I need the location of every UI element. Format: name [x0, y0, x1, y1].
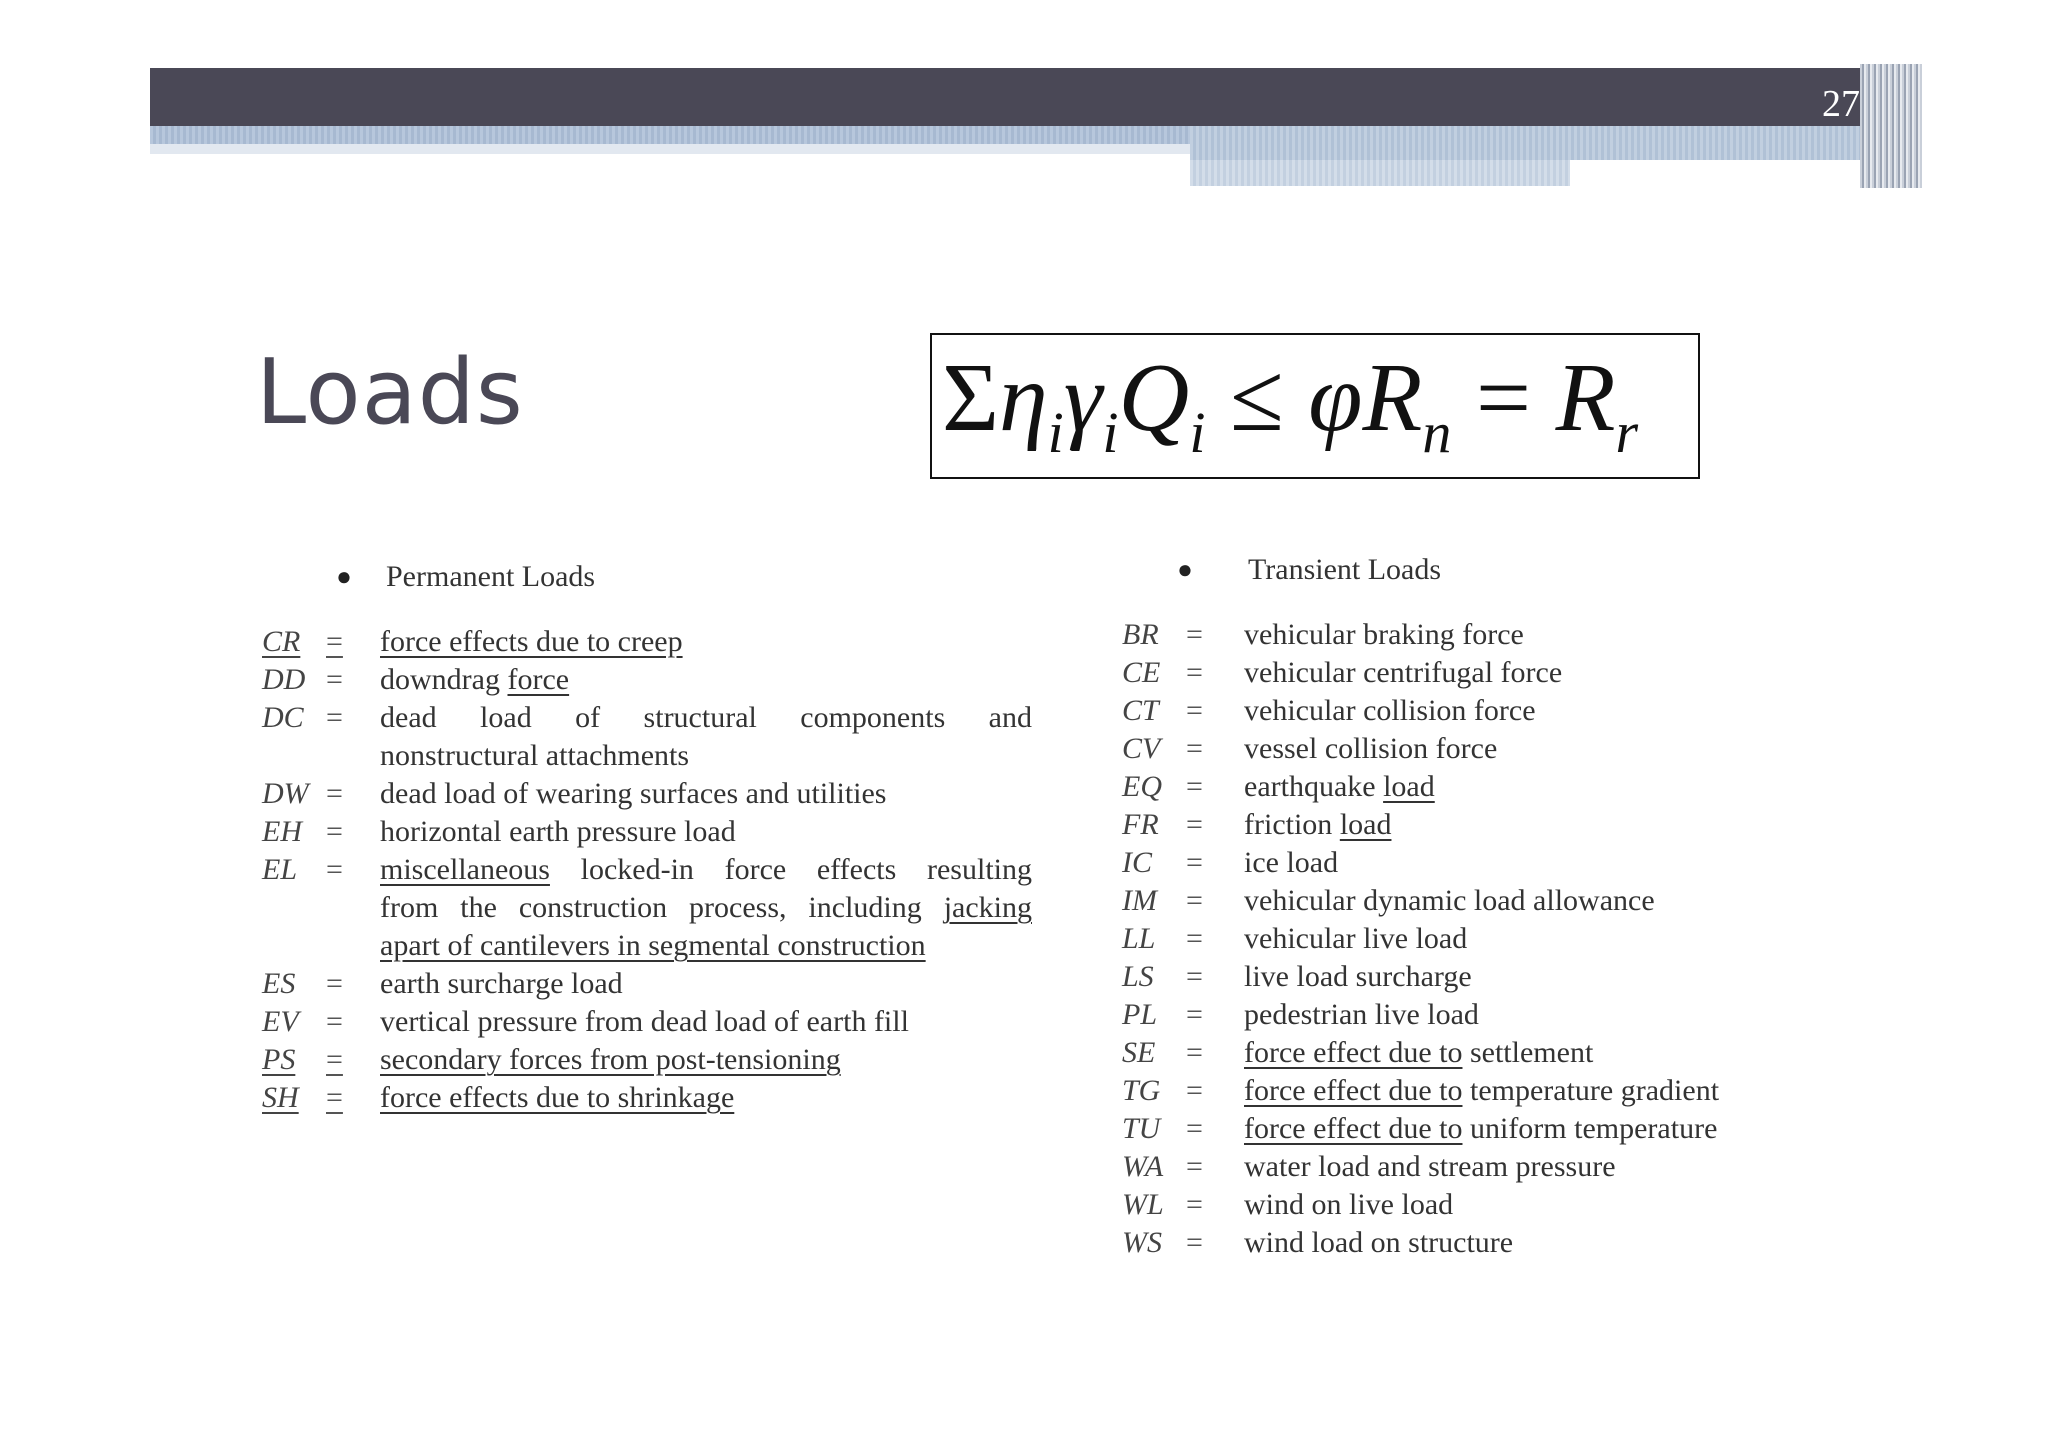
- load-item-wa: WA = water load and stream pressure: [1122, 1150, 1616, 1183]
- load-item-se: SE = force effect due to settlement: [1122, 1036, 1594, 1069]
- load-item-dw: DW = dead load of wearing surfaces and utilities: [262, 777, 887, 810]
- page-number: 27: [1822, 83, 1860, 125]
- load-item-ic: IC = ice load: [1122, 846, 1339, 879]
- permanent-loads-column: [262, 555, 1032, 1117]
- transient-loads-heading: ● Transient Loads: [1122, 548, 1842, 592]
- bullet-icon: ●: [1177, 555, 1193, 584]
- header-accent-stripe-lower: [150, 144, 1190, 154]
- load-item-ct: CT = vehicular collision force: [1122, 694, 1536, 727]
- load-item-ps: PS = secondary forces from post-tensioning: [262, 1043, 841, 1076]
- load-item-es: ES = earth surcharge load: [262, 967, 623, 1000]
- load-item-im: IM = vehicular dynamic load allowance: [1122, 884, 1655, 917]
- load-item-ev: EV = vertical pressure from dead load of earth fill: [262, 1005, 909, 1038]
- load-item-eq: EQ = earthquake load: [1122, 770, 1435, 803]
- load-item-fr: FR = friction load: [1122, 808, 1392, 841]
- load-item-tg: TG = force effect due to temperature gradient: [1122, 1074, 1720, 1107]
- lrfd-formula-box: [930, 333, 1700, 479]
- load-item-cr: CR = force effects due to creep: [262, 625, 683, 658]
- load-item-ls: LS = live load surcharge: [1122, 960, 1472, 993]
- permanent-loads-heading: ● Permanent Loads: [262, 555, 1032, 599]
- header-accent-stripe: [150, 126, 1190, 144]
- bullet-icon: ●: [336, 562, 352, 591]
- load-item-eh: EH = horizontal earth pressure load: [262, 815, 736, 848]
- transient-loads-column: [1122, 548, 1842, 1262]
- page-title: Loads: [256, 340, 524, 445]
- header-accent-block-lower: [1190, 160, 1570, 186]
- load-item-pl: PL = pedestrian live load: [1122, 998, 1479, 1031]
- header-pillar-decoration: [1860, 64, 1922, 188]
- load-item-cv: CV = vessel collision force: [1122, 732, 1498, 765]
- load-item-tu: TU = force effect due to uniform temperature: [1122, 1112, 1718, 1145]
- load-item-br: BR = vehicular braking force: [1122, 618, 1524, 651]
- load-item-sh: SH = force effects due to shrinkage: [262, 1081, 735, 1114]
- header-accent-block: [1190, 126, 1922, 160]
- header-bar: [150, 68, 1922, 126]
- load-item-dc: DC = dead load of structural components and nonstructural attachments: [262, 701, 1032, 772]
- load-item-ll: LL = vehicular live load: [1122, 922, 1468, 955]
- lrfd-formula: $\Sigma\eta_i\gamma_iQ_i \le \varphi R_n = R_r$: [942, 344, 1639, 466]
- load-item-el: EL = miscellaneous locked-in force effects resulting from the construction process, including jacking apart of cantilevers in segmental construction: [262, 853, 1032, 962]
- load-item-wl: WL = wind on live load: [1122, 1188, 1454, 1221]
- load-item-dd: DD = downdrag force: [262, 663, 570, 696]
- load-item-ce: CE = vehicular centrifugal force: [1122, 656, 1563, 689]
- load-item-ws: WS = wind load on structure: [1122, 1226, 1514, 1259]
